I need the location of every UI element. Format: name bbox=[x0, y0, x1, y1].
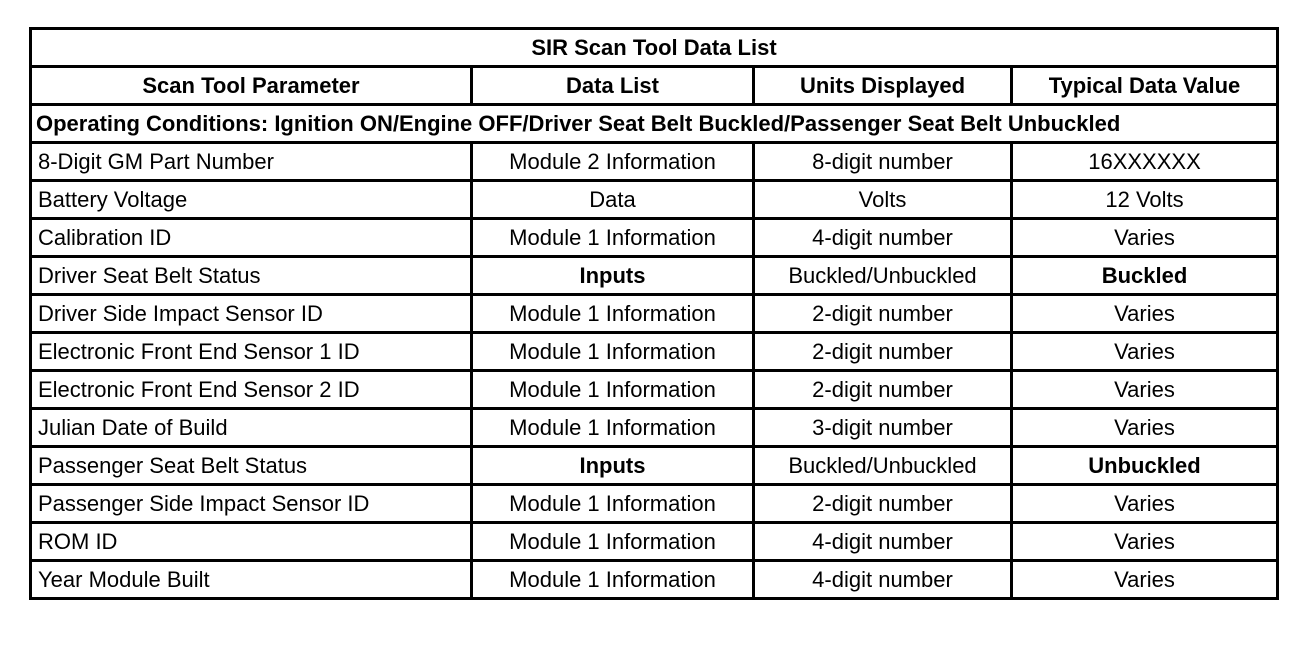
table-row bbox=[31, 295, 1278, 333]
cell-units: 2-digit number bbox=[754, 333, 1012, 371]
cell-typical-value: 12 Volts bbox=[1012, 181, 1278, 219]
table-row bbox=[31, 409, 1278, 447]
cell-parameter: ROM ID bbox=[31, 523, 472, 561]
table-row bbox=[31, 523, 1278, 561]
operating-conditions: Operating Conditions: Ignition ON/Engine OFF/Driver Seat Belt Buckled/Passenger Seat Belt Unbuckled bbox=[31, 105, 1278, 143]
table-row bbox=[31, 371, 1278, 409]
cell-typical-value: Varies bbox=[1012, 295, 1278, 333]
cell-units: 8-digit number bbox=[754, 143, 1012, 181]
cell-data-list: Module 1 Information bbox=[472, 333, 754, 371]
cell-units: 3-digit number bbox=[754, 409, 1012, 447]
table-row bbox=[31, 257, 1278, 295]
sir-data-table bbox=[29, 27, 1279, 600]
cell-units: 4-digit number bbox=[754, 523, 1012, 561]
cell-typical-value: Varies bbox=[1012, 409, 1278, 447]
cell-parameter: Electronic Front End Sensor 1 ID bbox=[31, 333, 472, 371]
header-typical-data-value: Typical Data Value bbox=[1012, 67, 1278, 105]
cell-data-list: Module 2 Information bbox=[472, 143, 754, 181]
cell-data-list: Module 1 Information bbox=[472, 295, 754, 333]
cell-data-list: Inputs bbox=[472, 447, 754, 485]
cell-parameter: Driver Side Impact Sensor ID bbox=[31, 295, 472, 333]
cell-units: Buckled/Unbuckled bbox=[754, 447, 1012, 485]
cell-units: 4-digit number bbox=[754, 219, 1012, 257]
cell-units: Volts bbox=[754, 181, 1012, 219]
operating-conditions-row bbox=[31, 105, 1278, 143]
header-row bbox=[31, 67, 1278, 105]
cell-typical-value: Varies bbox=[1012, 333, 1278, 371]
cell-parameter: Battery Voltage bbox=[31, 181, 472, 219]
cell-parameter: Passenger Side Impact Sensor ID bbox=[31, 485, 472, 523]
cell-typical-value: 16XXXXXX bbox=[1012, 143, 1278, 181]
header-units-displayed: Units Displayed bbox=[754, 67, 1012, 105]
cell-typical-value: Varies bbox=[1012, 371, 1278, 409]
cell-data-list: Module 1 Information bbox=[472, 219, 754, 257]
cell-data-list: Module 1 Information bbox=[472, 523, 754, 561]
cell-data-list: Module 1 Information bbox=[472, 485, 754, 523]
cell-units: 4-digit number bbox=[754, 561, 1012, 599]
cell-typical-value: Varies bbox=[1012, 561, 1278, 599]
cell-data-list: Inputs bbox=[472, 257, 754, 295]
cell-typical-value: Varies bbox=[1012, 523, 1278, 561]
cell-parameter: 8-Digit GM Part Number bbox=[31, 143, 472, 181]
table-row bbox=[31, 333, 1278, 371]
table-row bbox=[31, 447, 1278, 485]
table-row bbox=[31, 181, 1278, 219]
cell-typical-value: Varies bbox=[1012, 219, 1278, 257]
cell-parameter: Electronic Front End Sensor 2 ID bbox=[31, 371, 472, 409]
header-data-list: Data List bbox=[472, 67, 754, 105]
cell-parameter: Julian Date of Build bbox=[31, 409, 472, 447]
cell-parameter: Year Module Built bbox=[31, 561, 472, 599]
cell-data-list: Module 1 Information bbox=[472, 371, 754, 409]
cell-units: 2-digit number bbox=[754, 485, 1012, 523]
table-row bbox=[31, 485, 1278, 523]
table-title: SIR Scan Tool Data List bbox=[31, 29, 1278, 67]
cell-typical-value: Varies bbox=[1012, 485, 1278, 523]
header-scan-tool-parameter: Scan Tool Parameter bbox=[31, 67, 472, 105]
cell-data-list: Module 1 Information bbox=[472, 561, 754, 599]
cell-parameter: Driver Seat Belt Status bbox=[31, 257, 472, 295]
cell-units: 2-digit number bbox=[754, 295, 1012, 333]
cell-data-list: Data bbox=[472, 181, 754, 219]
cell-units: 2-digit number bbox=[754, 371, 1012, 409]
cell-data-list: Module 1 Information bbox=[472, 409, 754, 447]
cell-parameter: Calibration ID bbox=[31, 219, 472, 257]
table-row bbox=[31, 143, 1278, 181]
table-row bbox=[31, 561, 1278, 599]
title-row bbox=[31, 29, 1278, 67]
cell-typical-value: Buckled bbox=[1012, 257, 1278, 295]
cell-typical-value: Unbuckled bbox=[1012, 447, 1278, 485]
cell-parameter: Passenger Seat Belt Status bbox=[31, 447, 472, 485]
cell-units: Buckled/Unbuckled bbox=[754, 257, 1012, 295]
table-row bbox=[31, 219, 1278, 257]
